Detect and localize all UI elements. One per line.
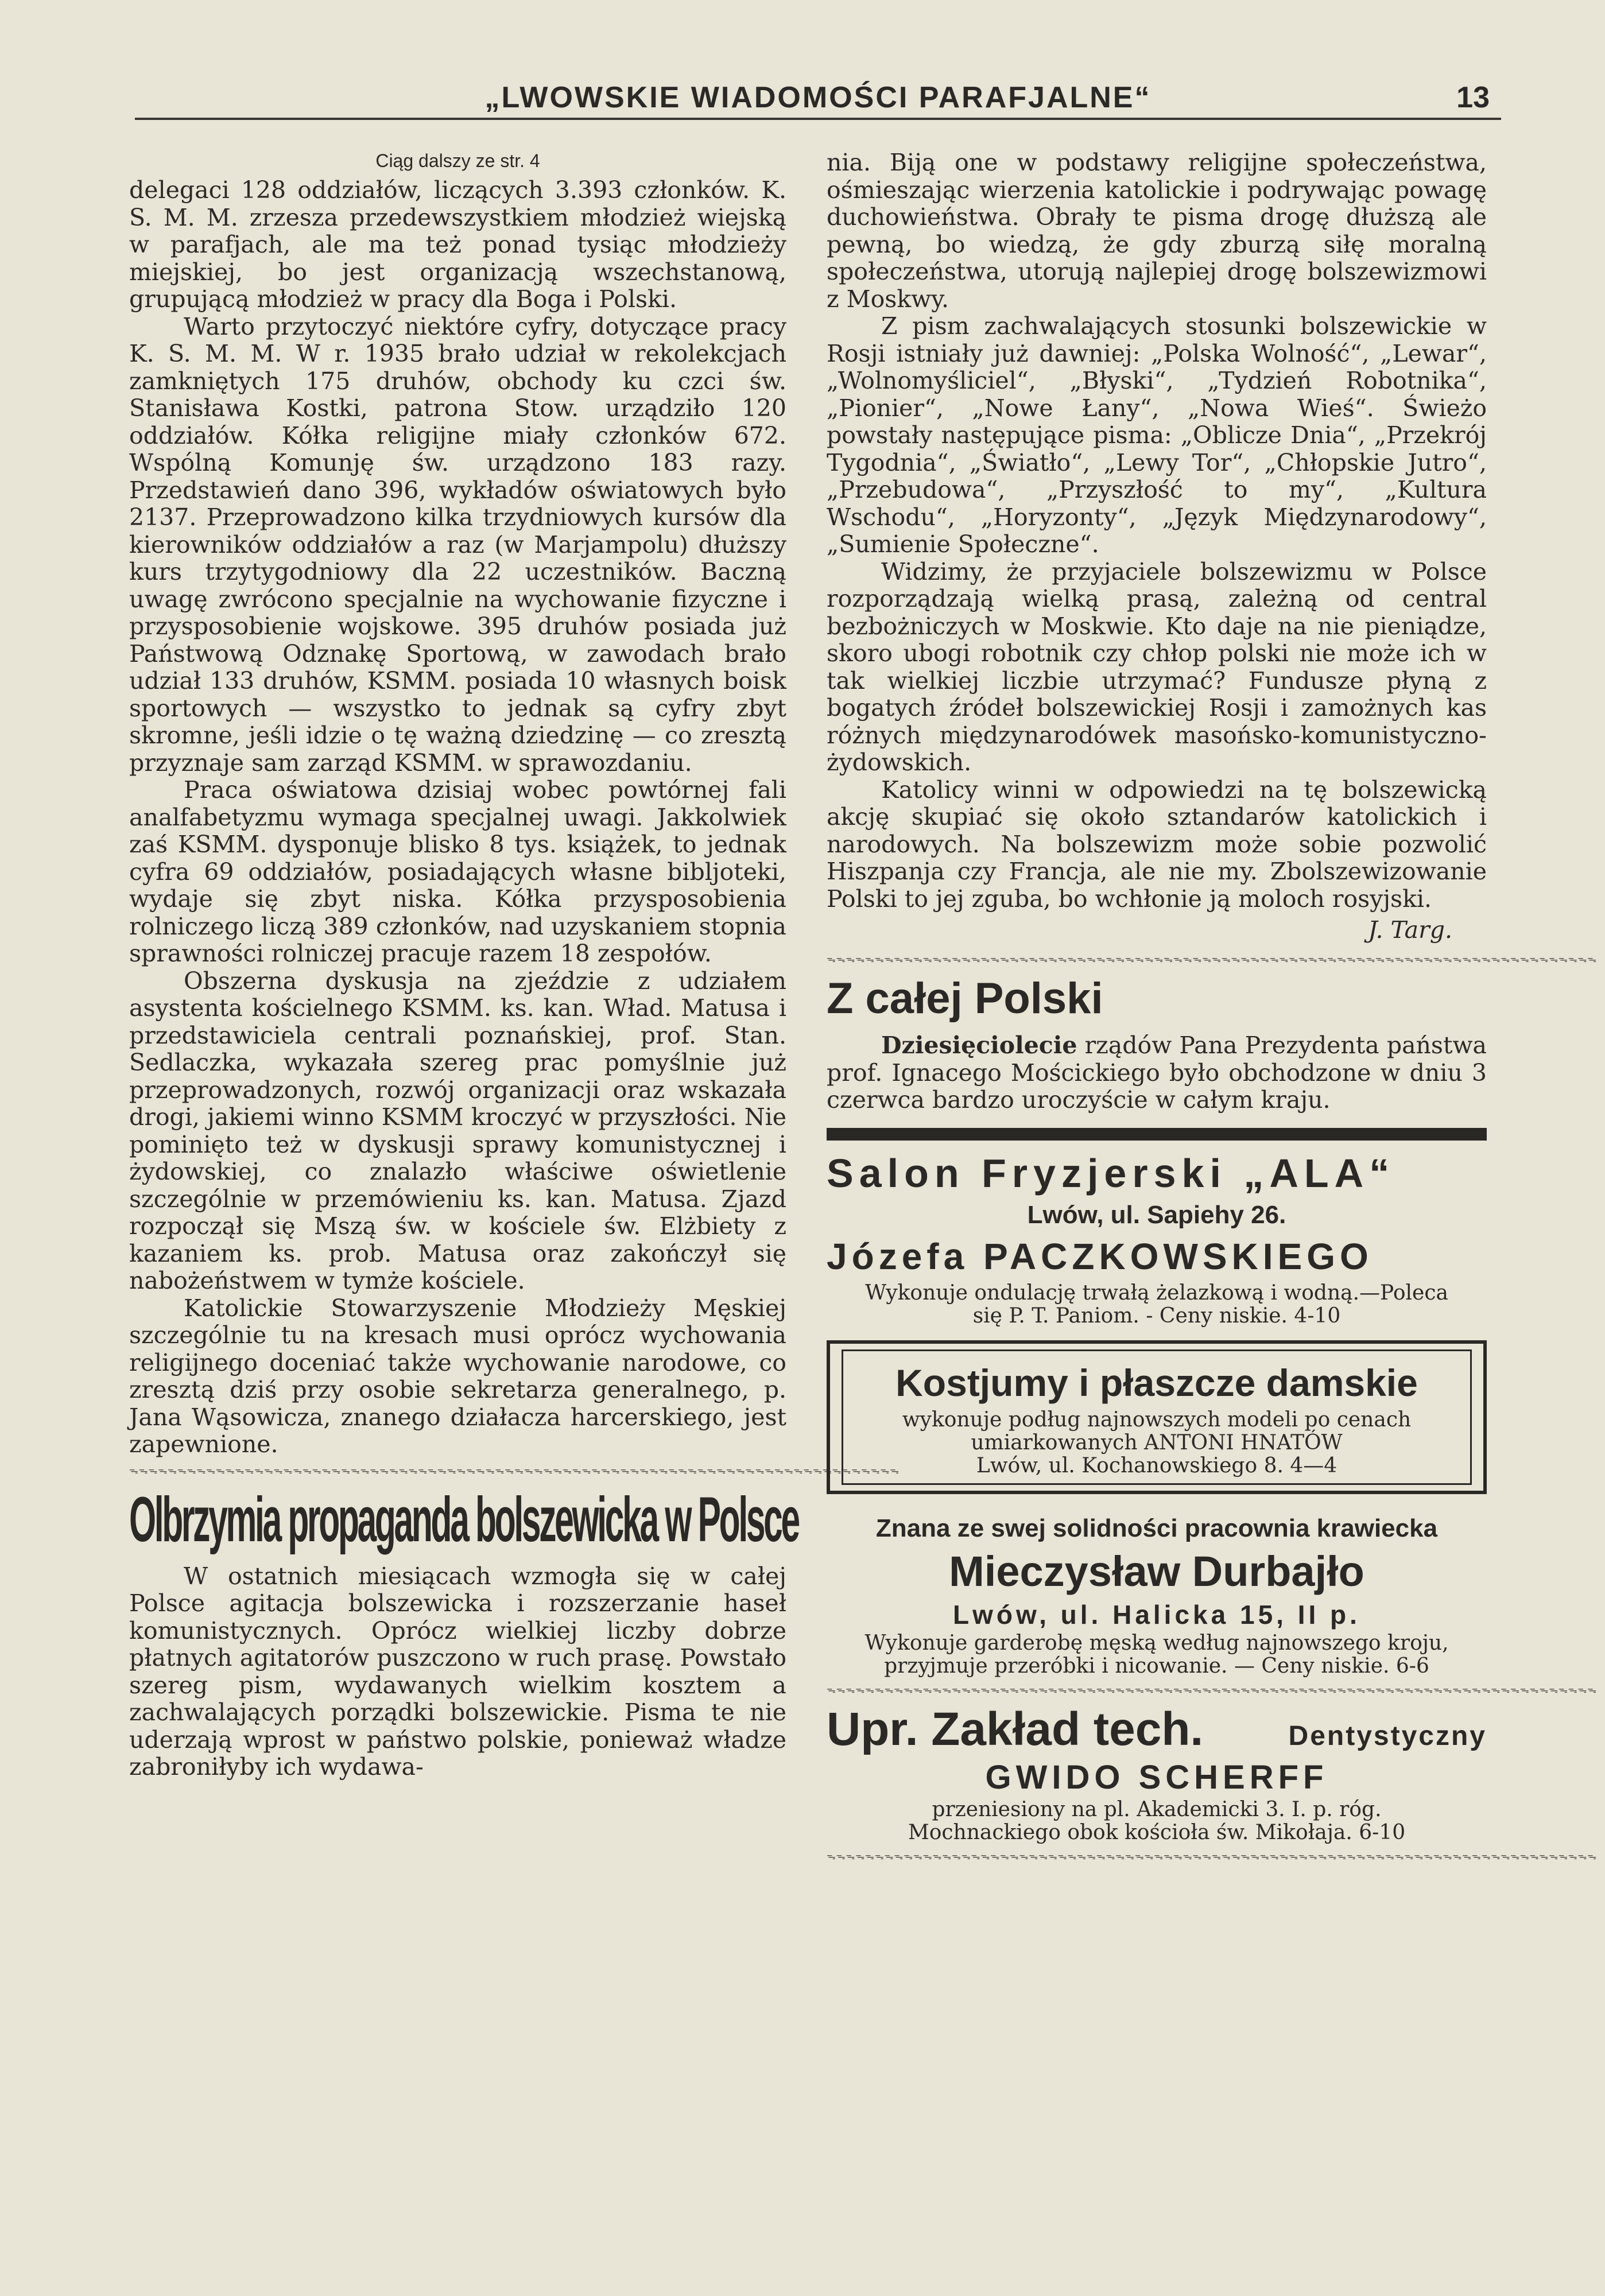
article-paragraph: Z pism zachwalających stosunki bolszewickie w Rosji istniały już dawniej: „Polska Wolność“, „Lewar“, „Wolnomyśliciel“, „Błyski“, „Tydzień Robotnika“, „Pionier“, „Nowe Łany“, „Nowa Wieś“. Świeżo powstały następujące pisma: „Oblicze Dnia“, „Przekrój Tygodnia“, „Światło“, „Lewy Tor“, „Chłopskie Jutro“, „Przebudowa“, „Przyszłość to my“, „Kultura Wschodu“, „Horyzonty“, „Język Międzynarodowy“, „Sumienie Społeczne“. <box>827 312 1487 558</box>
ad-dentysta-heading <box>827 1702 1487 1757</box>
article-paragraph: Katolickie Stowarzyszenie Młodzieży Męskiej szczególnie tu na kresach musi oprócz wychowania religijnego doceniać także wychowanie narodowe, co zresztą dziś przy osobie sekretarza generalnego, p. Jana Wąsowicza, znanego działacza harcerskiego, jest zapewnione. <box>129 1294 786 1458</box>
section-title: Z całej Polski <box>827 974 1103 1023</box>
ad-krawiec-address: Lwów, ul. Halicka 15, II p. <box>953 1599 1360 1630</box>
article-paragraph: Katolicy winni w odpowiedzi na tę bolszewicką akcję skupiać się około sztandarów katolickich i narodowych. Na bolszewizm może sobie pozwolić Hiszpanja czy Francja, ale nie my. Zbolszewizowanie Polski to jej zguba, bo wchłonie ją moloch rosyjski. <box>827 775 1487 913</box>
ad-kostjumy-text: umiarkowanych ANTONI HNATÓW <box>971 1430 1343 1455</box>
ad-krawiec-text: przyjmuje przeróbki i nicowanie. — Ceny niskie. 6-6 <box>884 1654 1429 1678</box>
article-paragraph: W ostatnich miesiącach wzmogła się w całej Polsce agitacja bolszewicka i rozszerzanie haseł komunistycznych. Oprócz wielkiej liczby dobrze płatnych agitatorów puszczono w ruch prasę. Powstało szereg pism, wydawanych wielkim kosztem a zachwalających porządki bolszewickie. Pisma te nie uderzają wprost w państwo polskie, ponieważ władze zabroniłyby ich wydawa- <box>129 1562 786 1781</box>
ornament-divider: ᯓᯓᯓᯓᯓᯓᯓᯓᯓᯓᯓᯓᯓᯓᯓᯓᯓᯓᯓᯓᯓᯓᯓᯓᯓᯓᯓᯓᯓᯓᯓᯓᯓᯓᯓᯓᯓᯓᯓᯓᯓᯓᯓᯓᯓᯓᯓᯓᯓᯓᯓᯓᯓᯓᯓᯓᯓᯓᯓᯓᯓᯓᯓᯓᯓᯓᯓᯓᯓᯓᯓᯓᯓᯓᯓᯓᯓᯓᯓᯓ <box>129 1464 900 1476</box>
ornament-divider: ᯓᯓᯓᯓᯓᯓᯓᯓᯓᯓᯓᯓᯓᯓᯓᯓᯓᯓᯓᯓᯓᯓᯓᯓᯓᯓᯓᯓᯓᯓᯓᯓᯓᯓᯓᯓᯓᯓᯓᯓᯓᯓᯓᯓᯓᯓᯓᯓᯓᯓᯓᯓᯓᯓᯓᯓᯓᯓᯓᯓᯓᯓᯓᯓᯓᯓᯓᯓᯓᯓᯓᯓᯓᯓᯓᯓᯓᯓᯓᯓ <box>827 953 1598 964</box>
news-item-lead: Dziesięciolecie <box>881 1031 1077 1059</box>
ad-kostjumy-title: Kostjumy i płaszcze damskie <box>895 1361 1418 1404</box>
ad-dentysta-text: Mochnackiego obok kościoła św. Mikołaja. 6-10 <box>908 1820 1406 1844</box>
publication-title: „LWOWSKIE WIADOMOŚCI PARAFJALNE“ <box>484 81 1152 114</box>
ad-salon-address: Lwów, ul. Sapiehy 26. <box>1027 1200 1286 1229</box>
ad-kostjumy-address: Lwów, ul. Kochanowskiego 8. 4—4 <box>976 1453 1338 1477</box>
article-paragraph: Obszerna dyskusja na zjeździe z udziałem asystenta kościelnego KSMM. ks. kan. Wład. Matusa i przedstawiciela centrali poznańskiej, prof. Stan. Sedlaczka, wykazała szereg prac pomyślnie już przeprowadzonych, rozwój organizacji oraz wskazała drogi, jakiemi winno KSMM kroczyć w przyszłości. Nie pominięto też w dyskusji sprawy komunistycznej i żydowskiej, co znalazło właściwe oświetlenie szczególnie w przemówieniu ks. kan. Matusa. Zjazd rozpoczął się Mszą św. w kościele św. Elżbiety z kazaniem ks. prob. Matusa oraz zakończył się nabożeństwem w tymże kościele. <box>129 967 786 1294</box>
left-column <box>129 149 900 1781</box>
ad-kostjumy-inner <box>842 1349 1472 1485</box>
author-signature: J. Targ. <box>1368 916 1452 944</box>
header-rule <box>135 118 1501 120</box>
continuation-note: Ciąg dalszy ze str. 4 <box>375 150 540 171</box>
article-paragraph: Widzimy, że przyjaciele bolszewizmu w Polsce rozporządzają wielką prasą, zależną od central bezbożniczych w Moskwie. Kto daje na nie pieniądze, skoro ubogi robotnik czy chłop polski nie może ich w tak wielkiej liczbie utrzymać? Fundusze płyną z bogatych źródeł bolszewickiej Rosji i zamożnych kas różnych międzynarodówek masońsko-komunistyczno-żydowskich. <box>827 557 1487 776</box>
ad-salon-owner: Józefa PACZKOWSKIEGO <box>827 1235 1373 1277</box>
article-paragraph: Warto przytoczyć niektóre cyfry, dotyczące pracy K. S. M. M. W r. 1935 brało udział w rekolekcjach zamkniętych 175 druhów, obchody ku czci św. Stanisława Kostki, patrona Stow. urządziło 120 oddziałów. Kółka religijne miały członków 672. Wspólną Komunję św. urządzono 183 razy. Przedstawień dano 396, wykładów oświatowych było 2137. Przeprowadzono kilka trzydniowych kursów dla kierowników oddziałów a raz (w Marjampolu) dłuższy kurs trzytygodniowy dla 22 uczestników. Baczną uwagę zwrócono specjalnie na wychowanie fizyczne i przysposobienie wojskowe. 395 druhów posiada już Państwową Odznakę Sportową, w zawodach brało udział 133 druhów, KSMM. posiada 10 własnych boisk sportowych — wszystko to jednak są cyfry zbyt skromne, jeśli idzie o tę ważną dziedzinę — co zresztą przyznaje sam zarząd KSMM. w sprawozdaniu. <box>129 312 786 777</box>
ad-krawiec-name: Mieczysław Durbajło <box>949 1547 1364 1595</box>
ad-dentysta-word: Dentystyczny <box>1288 1720 1487 1751</box>
ad-salon <box>827 1147 1487 1328</box>
ad-dentysta-main: Upr. Zakład tech. <box>827 1702 1204 1755</box>
ad-salon-title: Salon Fryzjerski „ALA“ <box>827 1150 1395 1196</box>
ad-kostjumy <box>827 1340 1487 1494</box>
ad-kostjumy-text: wykonuje podług najnowszych modeli po cenach <box>902 1407 1412 1432</box>
ornament-divider: ᯓᯓᯓᯓᯓᯓᯓᯓᯓᯓᯓᯓᯓᯓᯓᯓᯓᯓᯓᯓᯓᯓᯓᯓᯓᯓᯓᯓᯓᯓᯓᯓᯓᯓᯓᯓᯓᯓᯓᯓᯓᯓᯓᯓᯓᯓᯓᯓᯓᯓᯓᯓᯓᯓᯓᯓᯓᯓᯓᯓᯓᯓᯓᯓᯓᯓᯓᯓᯓᯓᯓᯓᯓᯓᯓᯓᯓᯓᯓᯓ <box>827 1850 1598 1861</box>
ad-krawiec-text: Wykonuje garderobę męską według najnowszego kroju, <box>864 1631 1449 1655</box>
article-paragraph: delegaci 128 oddziałów, liczących 3.393 członków. K. S. M. M. zrzesza przedewszystkiem młodzież wiejską w parafjach, ale ma też ponad tysiąc młodzieży miejskiej, bo jest organizacją wszechstanową, grupującą młodzież w pracy dla Boga i Polski. <box>129 176 786 313</box>
ad-salon-text: się P. T. Paniom. - Ceny niskie. 4-10 <box>972 1304 1341 1328</box>
ad-dentysta-text: przeniesiony na pl. Akademicki 3. I. p. róg. <box>932 1797 1382 1821</box>
ornament-divider: ᯓᯓᯓᯓᯓᯓᯓᯓᯓᯓᯓᯓᯓᯓᯓᯓᯓᯓᯓᯓᯓᯓᯓᯓᯓᯓᯓᯓᯓᯓᯓᯓᯓᯓᯓᯓᯓᯓᯓᯓᯓᯓᯓᯓᯓᯓᯓᯓᯓᯓᯓᯓᯓᯓᯓᯓᯓᯓᯓᯓᯓᯓᯓᯓᯓᯓᯓᯓᯓᯓᯓᯓᯓᯓᯓᯓᯓᯓᯓᯓ <box>827 1684 1598 1695</box>
article-paragraph: nia. Biją one w podstawy religijne społeczeństwa, ośmieszając wierzenia katolickie i podrywając powagę duchowieństwa. Obrały te pisma drogę dłuższą ale pewną, bo wiedzą, że gdy zburzą siłę moralną społeczeństwa, utorują najlepiej drogę bolszewizmowi z Moskwy. <box>827 149 1487 313</box>
ad-separator-bar <box>827 1128 1487 1141</box>
ad-dentysta-name: GWIDO SCHERFF <box>985 1758 1328 1796</box>
ad-dentysta <box>827 1702 1487 1844</box>
article-headline: Olbrzymia propaganda bolszewicka w Polsce <box>129 1484 798 1555</box>
page-number: 13 <box>1456 81 1490 114</box>
page-header <box>135 75 1501 121</box>
article-paragraph: Praca oświatowa dzisiaj wobec powtórnej fali analfabetyzmu wymaga specjalnej uwagi. Jakkolwiek zaś KSMM. dysponuje blisko 8 tys. książek, to jednak cyfra 69 oddziałów, posiadających własne bibljoteki, wydaje się zbyt niska. Kółka przysposobienia rolniczego liczą 389 członków, nad uzyskaniem stopnia sprawności rolniczej pracuje razem 18 zespołów. <box>129 776 786 967</box>
news-item <box>827 1032 1487 1114</box>
ad-salon-text: Wykonuje ondulację trwałą żelazkową i wodną.—Poleca <box>865 1281 1448 1305</box>
ad-krawiec <box>827 1511 1487 1678</box>
right-column <box>827 149 1598 1868</box>
news-item-text: rządów Pana Prezydenta państwa prof. Ignacego Mościckiego było obchodzone w dniu 3 czerwca bardzo uroczyście w całym kraju. <box>827 1031 1487 1114</box>
ad-krawiec-head: Znana ze swej solidności pracownia krawiecka <box>875 1514 1438 1542</box>
